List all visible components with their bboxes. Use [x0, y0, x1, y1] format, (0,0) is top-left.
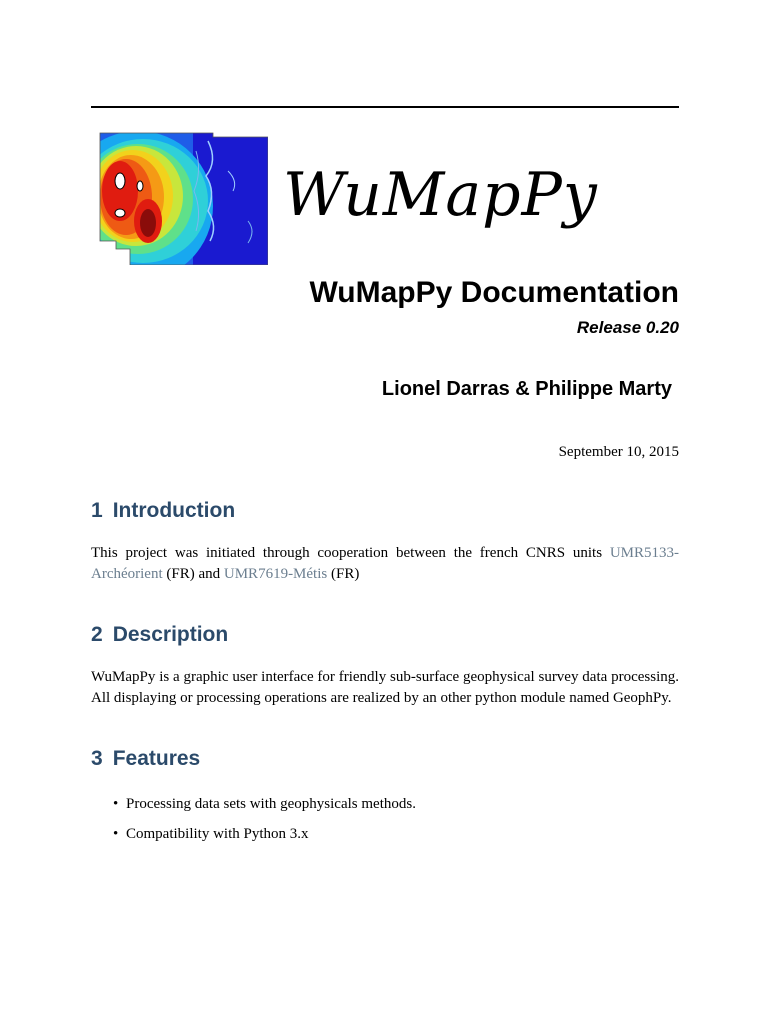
description-paragraph: WuMapPy is a graphic user interface for friendly sub-surface geophysical survey data processing. All displaying or processing operations are realized by an other python module named GeophPy. [91, 669, 679, 706]
section-heading [91, 498, 679, 524]
list-item [91, 794, 679, 815]
header-rule [91, 106, 679, 108]
bullet: • [113, 796, 119, 812]
section-heading [91, 746, 679, 772]
publication-date: September 10, 2015 [558, 444, 679, 460]
list-item [91, 824, 679, 845]
feature-text: Processing data sets with geophysicals methods. [126, 796, 416, 812]
section-number: 3 [91, 747, 103, 770]
intro-text: This project was initiated through cooperation between the french CNRS units [91, 545, 610, 561]
section-number: 1 [91, 499, 103, 522]
intro-text-mid: (FR) and [162, 566, 224, 582]
link-umr5133[interactable]: UMR5133-Archéorient [91, 545, 679, 582]
authors: Lionel Darras & Philippe Marty [381, 378, 672, 400]
release-label: Release 0.20 [576, 318, 679, 337]
section-number: 2 [91, 623, 103, 646]
document-title: WuMapPy Documentation [309, 276, 679, 309]
features-list [91, 794, 679, 845]
section-title: Features [112, 747, 201, 770]
intro-paragraph [91, 543, 679, 585]
section-title: Introduction [112, 499, 236, 522]
section-heading [91, 622, 679, 648]
section-description [91, 622, 679, 709]
section-features [91, 746, 679, 854]
section-introduction [91, 498, 679, 585]
bullet: • [113, 826, 119, 842]
intro-text-end: (FR) [327, 566, 360, 582]
logo-wordmark: WuMapPy [283, 160, 598, 230]
link-umr7619[interactable]: UMR7619-Métis [223, 566, 328, 582]
geophysical-map-logo [98, 131, 268, 265]
section-title: Description [112, 623, 229, 646]
feature-text: Compatibility with Python 3.x [126, 826, 309, 842]
